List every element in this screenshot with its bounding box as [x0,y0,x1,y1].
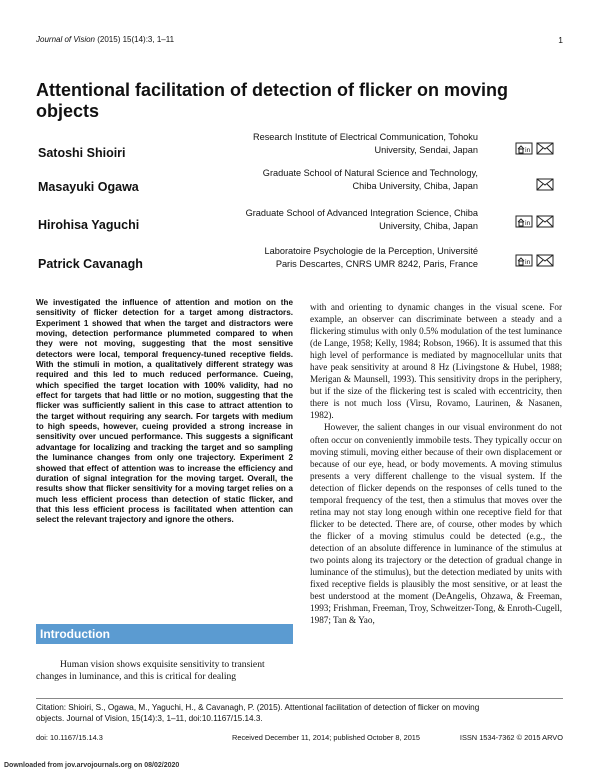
intro-line: changes in luminance, and this is critical for dealing [36,671,237,682]
body-paragraph: However, the salient changes in our visual environment do not often occur on conveniently immobile tests. They typically occur on moving stimuli, moving either because of their own displacement or because of our eye, head, or body movements. A moving stimulus presents a very different challenge to the visual system. If the detection of flicker depends on the responses of cells tuned to the temporal frequency of the test, then a stimulus that moves over the retina may not stay long enough within one receptive field for that flicker to be detected. There are, of course, other modes by which the flicker of a moving stimulus could be detected (e.g., the detection of an absolute difference in luminance of the stimulus at two points along its trajectory or the detection of gradual change in luminance of the stimulus), but the detection mediated by units with fixed receptive fields is plausibly the most sensitive, or at least the best understood at the moment (DeAngelis, Ohzawa, & Freeman, 1993; Frishman, Freeman, Troy, Schweitzer-Tong, & Enroth-Cugell, 1987; Tan & Yao, [310,422,562,626]
email-icon[interactable] [536,254,554,267]
author-affiliation [158,167,478,193]
affiliation-line: University, Chiba, Japan [379,221,478,231]
author-affiliation [158,207,478,233]
download-note: Downloaded from jov.arvojournals.org on 08/02/2020 [4,762,180,769]
citation-line: Citation: Shioiri, S., Ogawa, M., Yaguchi, H., & Cavanagh, P. (2015). Attentional facilitation of detection of flicker on moving [36,703,480,712]
author-affiliation [158,245,478,271]
divider [36,698,563,699]
running-head [36,35,174,44]
affiliation-line: Paris Descartes, CNRS UMR 8242, Paris, France [275,259,478,269]
affiliation-line: Research Institute of Electrical Communication, Tohoku [252,132,478,142]
footer-doi: doi: 10.1167/15.14.3 [36,733,103,742]
footer-issn: ISSN 1534-7362 © 2015 ARVO [459,733,563,742]
email-icon[interactable] [536,215,554,228]
svg-text:in: in [525,220,531,227]
affiliation-line: Laboratoire Psychologie de la Perception, Université [264,246,478,256]
author-links [515,142,554,155]
email-icon[interactable] [536,142,554,155]
journal-citation: (2015) 15(14):3, 1–11 [97,35,175,44]
svg-text:in: in [525,147,531,154]
svg-text:in: in [525,259,531,266]
article-title: Attentional facilitation of detection of flicker on moving objects [36,80,509,121]
page-number: 1 [558,35,563,45]
body-paragraph: with and orienting to dynamic changes in the visual scene. For example, an observer can discriminate between a steady and a flickering stimulus with only 0.5% modulation of the test luminance (de Lange, 1958; Kelly, 1984; Robson, 1966). It is assumed that this high level of performance is mediated by magnocellular units that have peak sensitivity at around 8 Hz (Livingstone & Hubel, 1988; Merigan & Maunsell, 1993). This sensitivity drops in the periphery, but if the size of the flickering test is scaled with eccentricity, then there is not much loss (Virsu, Rovamo, Laurinen, & Nasanen, 1982). [310,302,562,421]
affiliation-line: Graduate School of Natural Science and Technology, [262,168,478,178]
body-column-right [310,301,562,626]
citation-line: objects. Journal of Vision, 15(14):3, 1–11, doi:10.1167/15.14.3. [36,713,263,723]
email-icon[interactable] [536,178,554,191]
author-name: Satoshi Shioiri [38,146,126,160]
homepage-icon[interactable] [515,142,533,155]
footer-received: Received December 11, 2014; published October 8, 2015 [232,733,421,742]
author-links [536,178,554,191]
homepage-icon[interactable] [515,254,533,267]
affiliation-line: University, Sendai, Japan [374,145,478,155]
citation-block [36,703,563,724]
author-name: Patrick Cavanagh [38,257,143,271]
intro-line: Human vision shows exquisite sensitivity to transient [60,659,265,670]
abstract: We investigated the influence of attention and motion on the sensitivity of flicker detection for a target among distractors. Experiment 1 showed that when the target and distractors were moving, detection performance plummeted compared to when they were not moving, suggesting that the most sensitive detectors were local, temporal frequency-tuned receptive fields. With the stimuli in motion, a qualitatively different strategy was required and this led to much reduced performance. Cueing, which specified the target location with 100% validity, had no effect for targets that had little or no motion, suggesting that the flicker was sufficiently salient in this case to attract attention to the target without requiring any search. For targets with medium to high speeds, however, cueing provided a strong increase in sensitivity over uncued performance. This suggests a significant advantage for localizing and tracking the target and so sampling the luminance changes from only one trajectory. Experiment 2 showed that effect of attention was to increase the efficiency and duration of signal integration for the moving target. Overall, the results show that flicker sensitivity for a moving target relies on a much less efficient process than detection of static flicker, and that this less efficient process is facilitated when attention can select the relevant trajectory and ignore the others. [36,298,293,525]
author-name: Hirohisa Yaguchi [38,218,140,232]
section-heading: Introduction [40,627,110,641]
homepage-icon[interactable] [515,215,533,228]
affiliation-line: Chiba University, Chiba, Japan [352,181,478,191]
author-name: Masayuki Ogawa [38,180,139,194]
author-affiliation [158,131,478,157]
affiliation-line: Graduate School of Advanced Integration Science, Chiba [245,208,478,218]
journal-name: Journal of Vision [36,35,95,44]
author-links [515,254,554,267]
author-links [515,215,554,228]
